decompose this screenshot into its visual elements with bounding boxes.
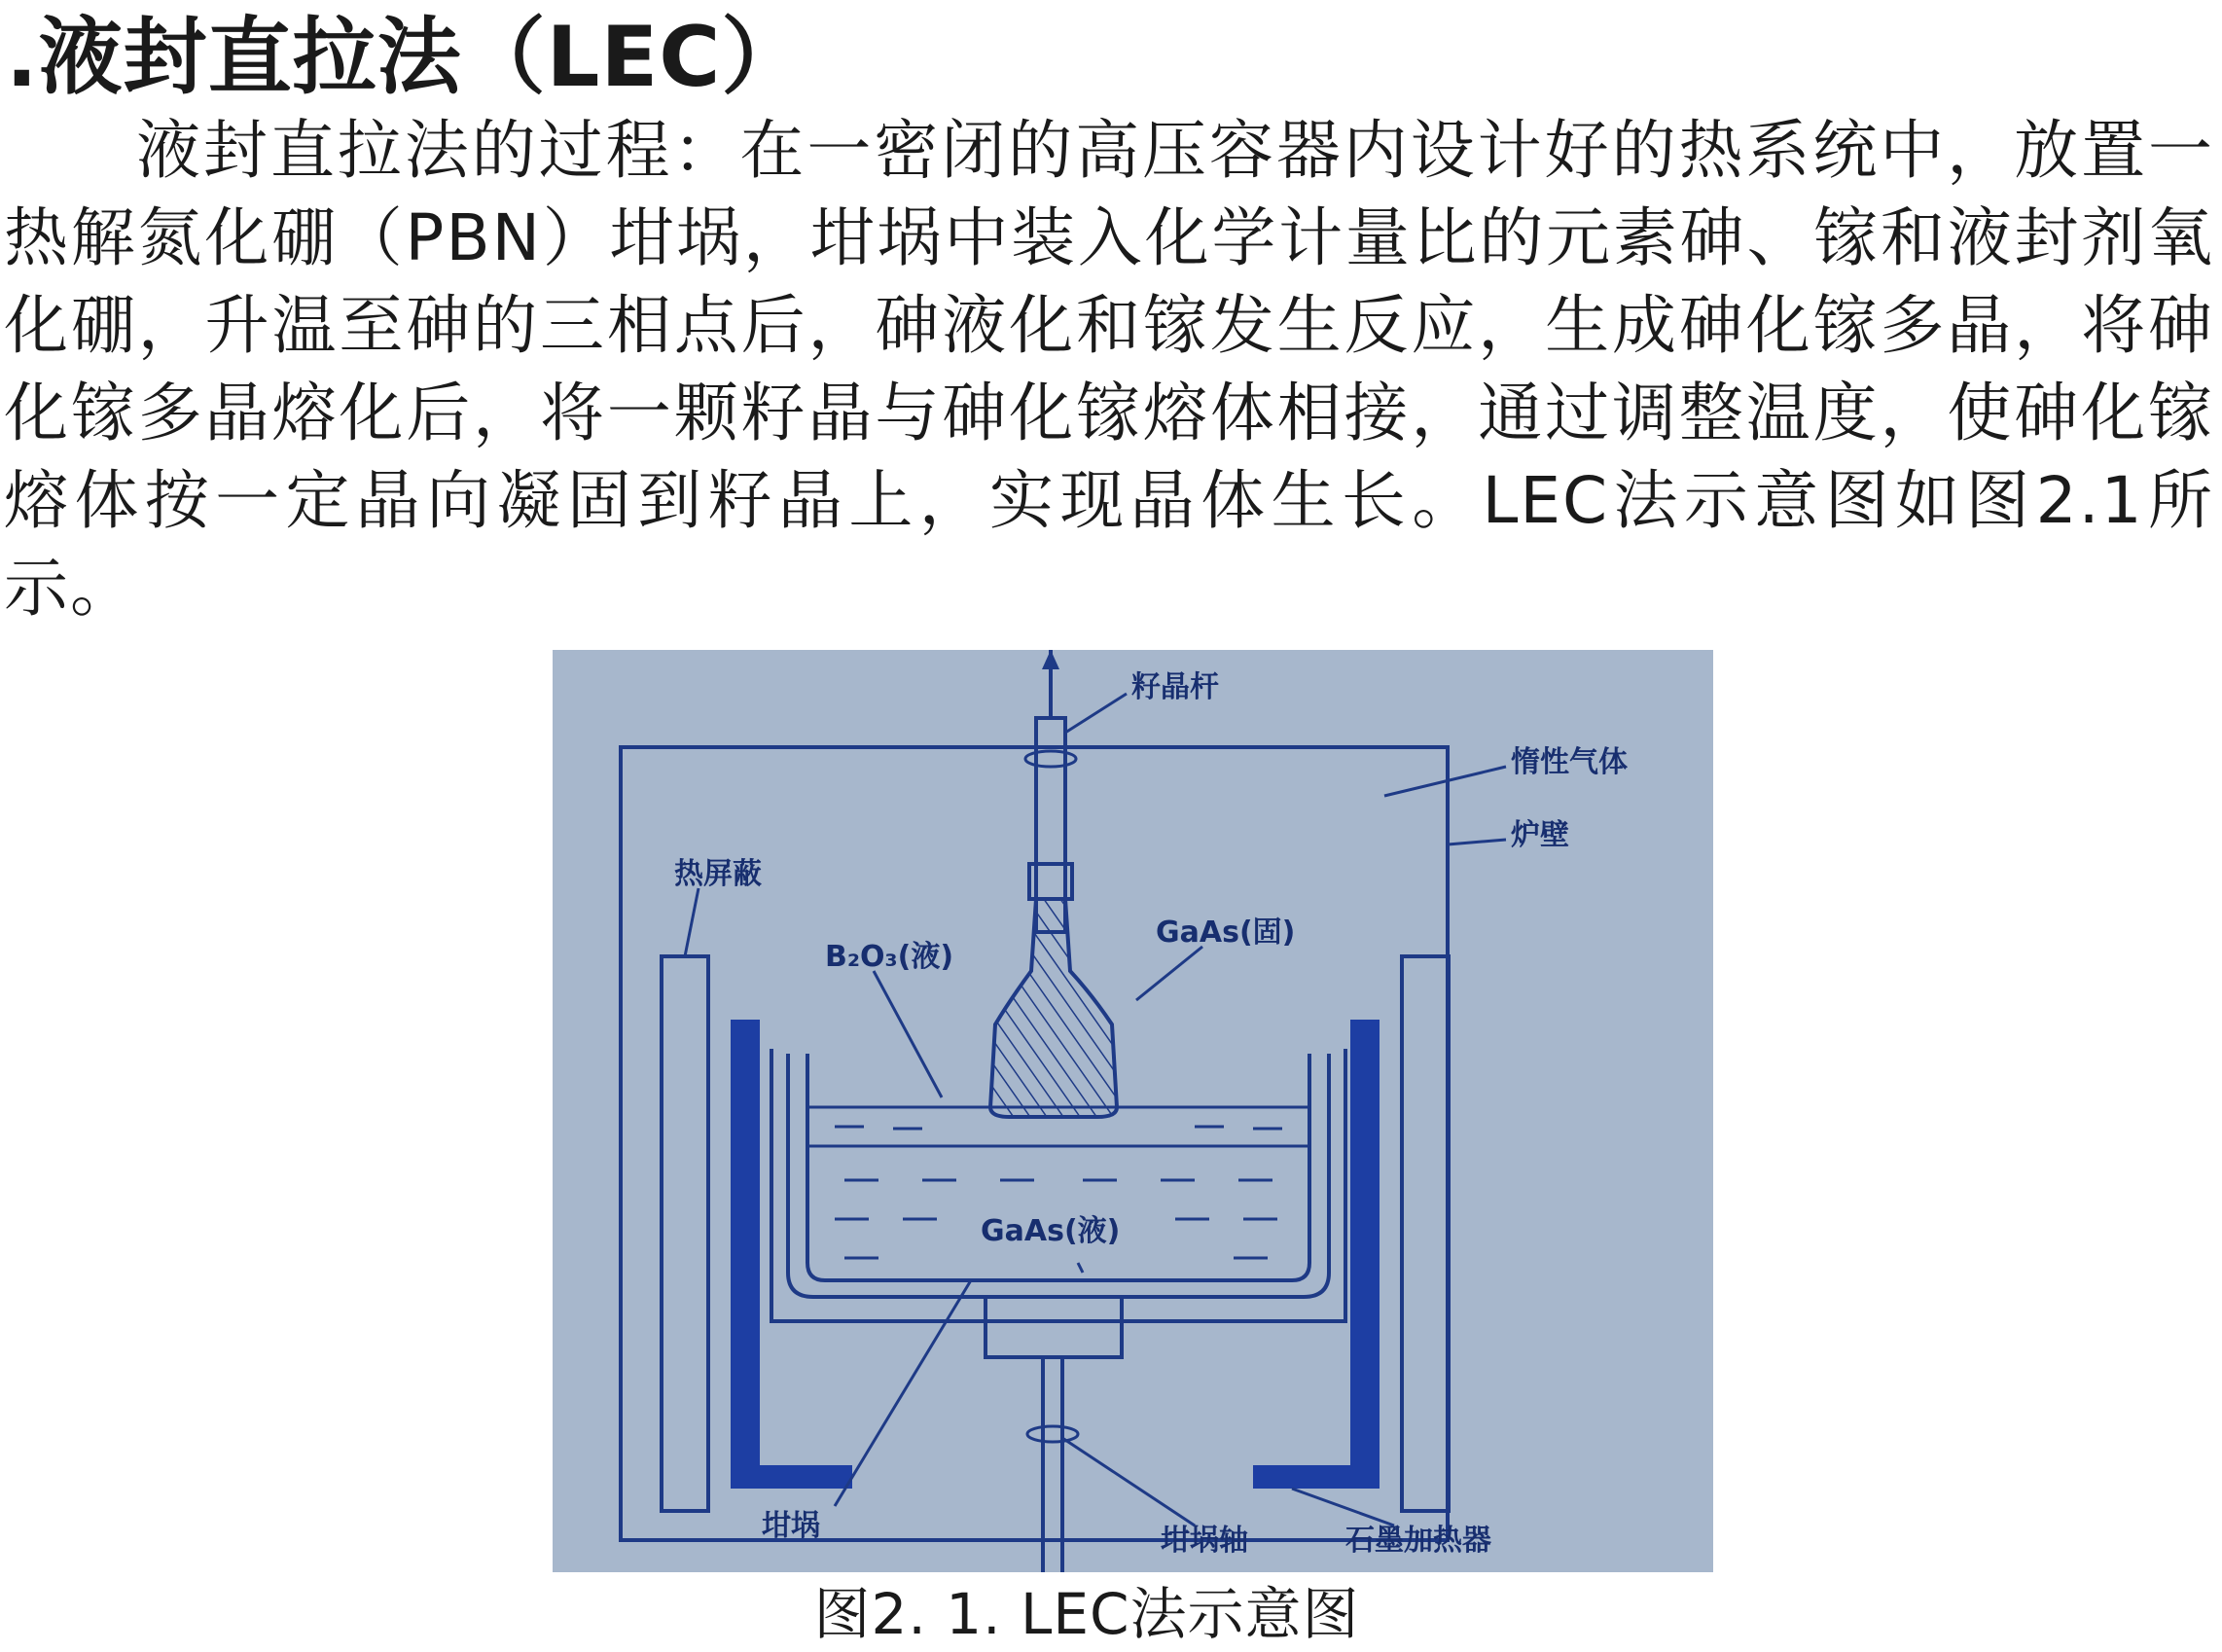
arrow-head-icon — [1042, 650, 1059, 669]
label-furnace-wall: 炉壁 — [1511, 818, 1569, 852]
label-gaas-solid: GaAs(固) — [1156, 916, 1296, 950]
page-title: .液封直拉法（LEC） — [6, 9, 806, 106]
lec-diagram — [553, 650, 1713, 1572]
label-crucible-shaft: 坩埚轴 — [1161, 1524, 1248, 1558]
shaft-rotation-icon — [1027, 1426, 1078, 1442]
crucible-pedestal — [986, 1297, 1122, 1357]
label-b2o3: B₂O₃(液) — [825, 940, 954, 974]
heat-shield-right — [1402, 956, 1449, 1511]
body-paragraph: 液封直拉法的过程：在一密闭的高压容器内设计好的热系统中，放置一热解氮化硼（PBN）坩埚，坩埚中装入化学计量比的元素砷、镓和液封剂氧化硼，升温至砷的三相点后，砷液化和镓发生反应，生成砷化镓多晶，将砷化镓多晶熔化后，将一颗籽晶与砷化镓熔体相接，通过调整温度，使砷化镓熔体按一定晶向凝固到籽晶上，实现晶体生长。LEC法示意图如图2.1所示。 — [4, 113, 2214, 626]
label-heat-shield: 热屏蔽 — [674, 857, 762, 891]
label-gaas-liquid: GaAs(液) — [981, 1214, 1121, 1248]
figure-caption-text: 图2. 1. LEC法示意图 — [813, 1581, 1360, 1647]
graphite-heater-left — [731, 1020, 852, 1489]
label-crucible: 坩埚 — [762, 1509, 820, 1543]
figure-caption — [0, 1580, 2222, 1648]
label-inert-gas: 惰性气体 — [1511, 745, 1628, 779]
label-seed-rod: 籽晶杆 — [1131, 670, 1219, 704]
gaas-crystal — [990, 899, 1117, 1117]
label-graphite-heater: 石墨加热器 — [1345, 1524, 1491, 1558]
rotation-icon — [1025, 751, 1076, 767]
graphite-heater-right — [1253, 1020, 1380, 1489]
heat-shield-left — [662, 956, 708, 1511]
